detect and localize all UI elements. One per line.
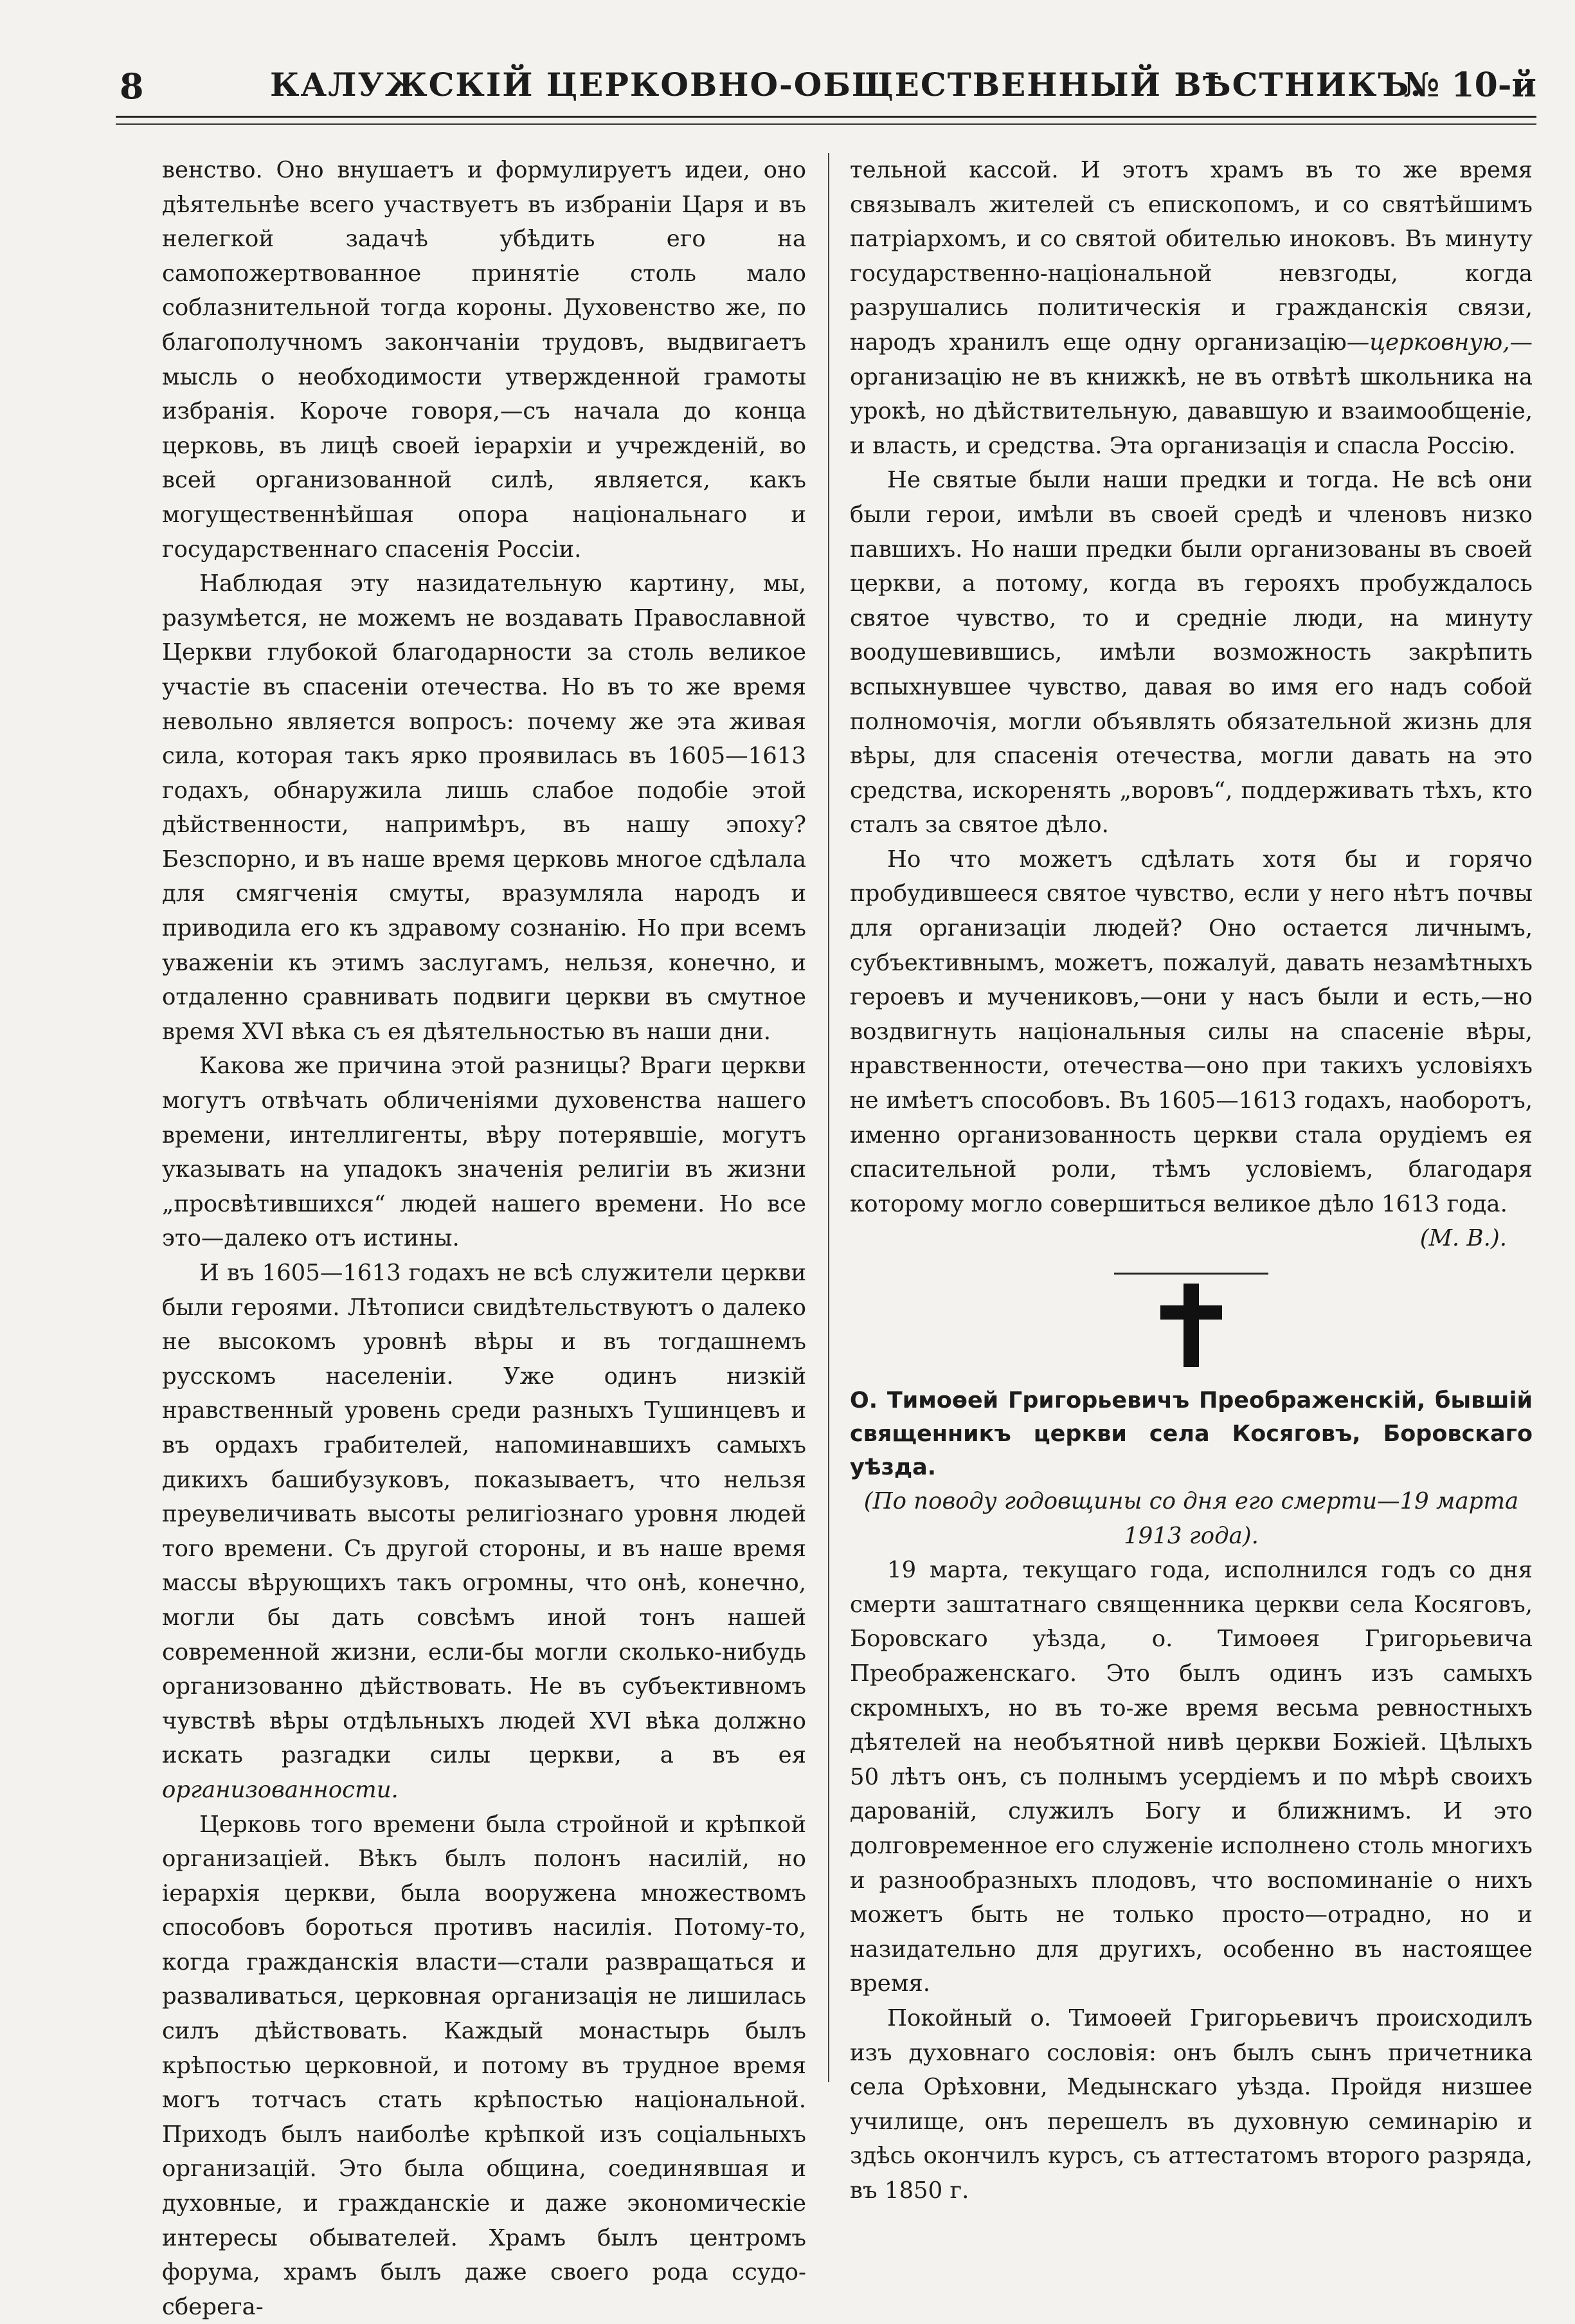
italic-emphasis: церковную,: [1369, 329, 1509, 356]
obituary-title: О. Тимоѳей Григорьевичъ Преображенскій, бывшій священникъ церкви села Косяговъ, Боровскаго уѣзда.: [850, 1384, 1533, 1484]
column-divider: [828, 153, 829, 2082]
header-rule: [116, 116, 1536, 118]
paragraph-text: —организацію не въ книжкѣ, не въ отвѣтѣ школьника на урокѣ, но дѣйствительную, дававшую и взаимообщеніе, и власть, и средства. Эта организація и спасла Россію.: [850, 329, 1533, 459]
italic-emphasis: организованности.: [162, 1777, 399, 1803]
paragraph: Но что можетъ сдѣлать хотя бы и горячо пробудившееся святое чувство, если у него нѣтъ почвы для организаціи людей? Оно остается личнымъ, субъективнымъ, можетъ, пожалуй, давать незамѣтныхъ героевъ и мучениковъ,—они у насъ были и есть,—но воздвигнуть національныя силы на спасеніе вѣры, нравственности, отечества—оно при такихъ условіяхъ не имѣетъ способовъ. Въ 1605—1613 годахъ, наоборотъ, именно организованность церкви стала орудіемъ ея спасительной роли, тѣмъ условіемъ, благодаря которому могло совершиться великое дѣло 1613 года.: [850, 842, 1533, 1222]
page-number: 8: [120, 66, 144, 107]
page-header: [116, 57, 1536, 108]
paragraph: Церковь того времени была стройной и крѣпкой организаціей. Вѣкъ былъ полонъ насилій, но іерархія церкви, была вооружена множествомъ способовъ бороться противъ насилія. Потому-то, когда гражданскія власти—стали развращаться и разваливаться, церковная организація не лишилась силъ дѣйствовать. Каждый монастырь былъ крѣпостью церковной, и потому въ трудное время могъ тотчасъ стать крѣпостью національной. Приходъ былъ наиболѣе крѣпкой изъ соціальныхъ организацій. Это была община, соединявшая и духовные, и гражданскіе и даже экономическіе интересы обывателей. Храмъ былъ центромъ форума, храмъ былъ даже своего рода ссудо-сберега-: [162, 1808, 806, 2324]
paragraph: 19 марта, текущаго года, исполнился годъ со дня смерти заштатнаго священника церкви села Косяговъ, Боровскаго уѣзда, о. Тимоѳея Григорьевича Преображенскаго. Это былъ одинъ изъ самыхъ скромныхъ, но въ то-же время весьма ревностныхъ дѣятелей на необъятной нивѣ церкви Божіей. Цѣлыхъ 50 лѣтъ онъ, съ полнымъ усердіемъ и по мѣрѣ своихъ дарованій, служилъ Богу и ближнимъ. И это долговременное его служеніе исполнено столь многихъ и разнообразныхъ плодовъ, что воспоминаніе о нихъ можетъ быть не только просто—отрадно, но и назидательно для другихъ, особенно въ настоящее время.: [850, 1553, 1533, 2001]
paragraph: Не святые были наши предки и тогда. Не всѣ они были герои, имѣли въ своей средѣ и членовъ низко павшихъ. Но наши предки были организованы въ своей церкви, а потому, когда въ герояхъ пробуждалось святое чувство, то и средніе люди, на минуту воодушевившись, имѣли возможность закрѣпить вспыхнувшее чувство, давая во имя его надъ собой полномочія, могли объявлять обязательной жизнь для вѣры, для спасенія отечества, могли давать на это средства, искоренять „воровъ“, поддерживать тѣхъ, кто сталъ за святое дѣло.: [850, 463, 1533, 842]
paragraph: Наблюдая эту назидательную картину, мы, разумѣется, не можемъ не воздавать Православной Церкви глубокой благодарности за столь великое участіе въ спасеніи отечества. Но въ то же время невольно является вопросъ: почему же эта живая сила, которая такъ ярко проявилась въ 1605—1613 годахъ, обнаружила лишь слабое подобіе этой дѣйственности, напримѣръ, въ нашу эпоху? Безспорно, и въ наше время церковь многое сдѣлала для смягченія смуты, вразумляла народъ и приводила его къ здравому сознанію. Но при всемъ уваженіи къ этимъ заслугамъ, нельзя, конечно, и отдаленно сравнивать подвиги церкви въ смутное время XVI вѣка съ ея дѣятельностью въ наши дни.: [162, 567, 806, 1049]
paragraph-text: тельной кассой. И этотъ храмъ въ то же время связывалъ жителей съ епископомъ, и со святѣйшимъ патріархомъ, и со святой обителью иноковъ. Въ минуту государственно-національной невзгоды, когда разрушались политическія и гражданскія связи, народъ хранилъ еще одну организацію—: [850, 157, 1533, 356]
issue-number: № 10-й: [1403, 66, 1536, 105]
paragraph: венство. Оно внушаетъ и формулируетъ идеи, оно дѣятельнѣе всего участвуетъ въ избраніи Царя и въ нелегкой задачѣ убѣдить его на самопожертвованное принятіе столь мало соблазнительной тогда короны. Духовенство же, по благополучномъ закончаніи трудовъ, выдвигаетъ мысль о необходимости утвержденной грамоты избранія. Короче говоря,—съ начала до конца церковь, въ лицѣ своей іерархіи и учрежденій, во всей организованной силѣ, является, какъ могущественнѣйшая опора національнаго и государственнаго спасенія Россіи.: [162, 153, 806, 567]
paragraph: [162, 1256, 806, 1808]
paragraph: Какова же причина этой разницы? Враги церкви могутъ отвѣчать обличеніями духовенства нашего времени, интеллигенты, вѣру потерявшіе, могутъ указывать на упадокъ значенія религіи въ жизни „просвѣтившихся“ людей нашего времени. Но все это—далеко отъ истины.: [162, 1049, 806, 1256]
paragraph: [850, 153, 1533, 463]
right-column: [850, 153, 1533, 2208]
journal-title: КАЛУЖСКІЙ ЦЕРКОВНО-ОБЩЕСТВЕННЫЙ ВѢСТНИКЪ.: [270, 66, 1376, 104]
paragraph-text: И въ 1605—1613 годахъ не всѣ служители церкви были героями. Лѣтописи свидѣтельствуютъ о далеко не высокомъ уровнѣ вѣры и въ тогдашнемъ русскомъ населеніи. Уже одинъ низкій нравственный уровень среди разныхъ Тушинцевъ и въ ордахъ грабителей, напоминавшихъ самыхъ дикихъ башибузуковъ, показываетъ, что нельзя преувеличивать высоты религіознаго уровня людей того времени. Съ другой стороны, и въ наше время массы вѣрующихъ такъ огромны, что онѣ, конечно, могли бы дать совсѣмъ иной тонъ нашей современной жизни, если-бы могли сколько-нибудь организованно дѣйствовать. Не въ субъективномъ чувствѣ вѣры отдѣльныхъ людей XVI вѣка должно искать разгадки силы церкви, а въ ея: [162, 1260, 806, 1768]
cross-icon: [1153, 1284, 1230, 1367]
section-rule: [1114, 1273, 1268, 1275]
obituary-subtitle: (По поводу годовщины со дня его смерти—19 марта 1913 года).: [850, 1484, 1533, 1553]
left-column: [162, 153, 806, 2324]
paragraph: Покойный о. Тимоѳей Григорьевичъ происходилъ изъ духовнаго сословія: онъ былъ сынъ причетника села Орѣховни, Медынскаго уѣзда. Пройдя низшее училище, онъ перешелъ въ духовную семинарію и здѣсь окончилъ курсъ, съ аттестатомъ второго разряда, въ 1850 г.: [850, 2001, 1533, 2208]
header-rule-secondary: [116, 123, 1536, 125]
author-signature: (М. В.).: [850, 1221, 1533, 1256]
